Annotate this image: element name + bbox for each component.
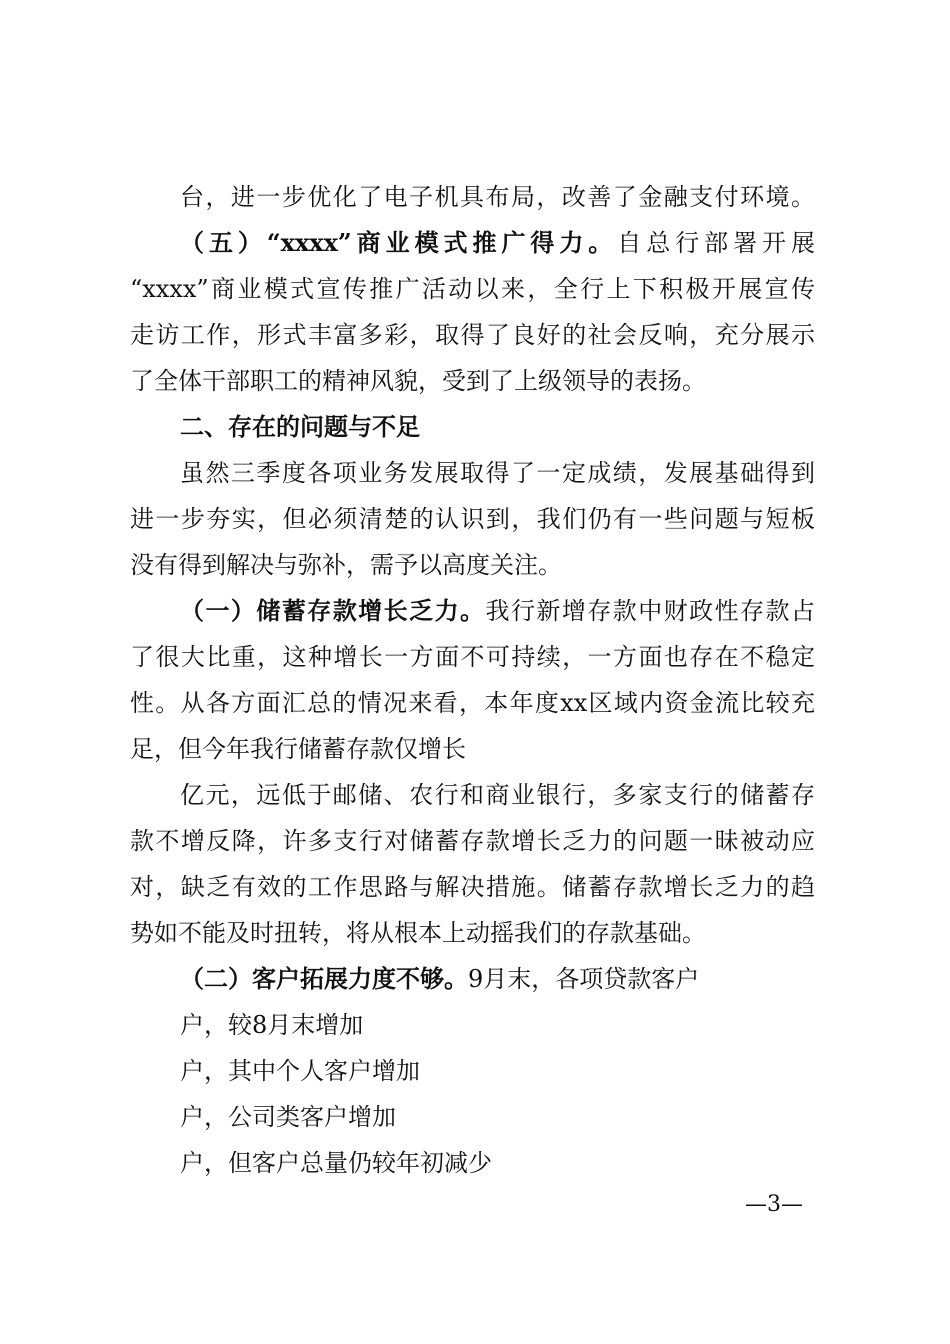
subheading-line	[180, 962, 815, 996]
text: 9月末，各项贷款客户	[468, 965, 700, 993]
text-line: 了全体干部职工的精神风貌，受到了上级领导的表扬。	[130, 367, 706, 395]
subheading-line	[180, 594, 815, 628]
text-line: “xxxx”商业模式宣传推广活动以来，全行上下积极开展宣传	[130, 275, 815, 303]
text: 我行新增存款中财政性存款占	[485, 597, 815, 625]
subheading: （一）储蓄存款增长乏力。	[180, 596, 486, 625]
text-line: 款不增反降，许多支行对储蓄存款增长乏力的问题一昧被动应	[130, 827, 815, 855]
text-line: 亿元，远低于邮储、农行和商业银行，多家支行的储蓄存	[180, 781, 815, 809]
text-line: 户，其中个人客户增加	[180, 1057, 420, 1085]
text-line: 足，但今年我行储蓄存款仅增长	[130, 735, 466, 763]
section-heading: 二、存在的问题与不足	[180, 413, 420, 441]
text-line: 势如不能及时扭转，将从根本上动摇我们的存款基础。	[130, 919, 706, 947]
subheading: （二）客户拓展力度不够。	[180, 964, 468, 993]
text-line: 户，但客户总量仍较年初减少	[180, 1149, 492, 1177]
text-line: 户，较8月末增加	[180, 1011, 364, 1039]
subheading-line	[180, 226, 815, 260]
text-line: 户，公司类客户增加	[180, 1103, 396, 1131]
text-line: 虽然三季度各项业务发展取得了一定成绩，发展基础得到	[180, 459, 815, 487]
text-line: 进一步夯实，但必须清楚的认识到，我们仍有一些问题与短板	[130, 505, 815, 533]
subheading: （五）“xxxx”商业模式推广得力。	[180, 228, 618, 257]
text-line: 了很大比重，这种增长一方面不可持续，一方面也存在不稳定	[130, 643, 815, 671]
text-line: 对，缺乏有效的工作思路与解决措施。储蓄存款增长乏力的趋	[130, 873, 815, 901]
text-line: 台，进一步优化了电子机具布局，改善了金融支付环境。	[180, 183, 815, 211]
text-line: 性。从各方面汇总的情况来看，本年度xx区域内资金流比较充	[130, 689, 815, 717]
text-line: 没有得到解决与弥补，需予以高度关注。	[130, 551, 562, 579]
text-line: 走访工作，形式丰富多彩，取得了良好的社会反响，充分展示	[130, 321, 815, 349]
text: 自总行部署开展	[617, 229, 815, 257]
page-number: —3—	[745, 1192, 803, 1217]
